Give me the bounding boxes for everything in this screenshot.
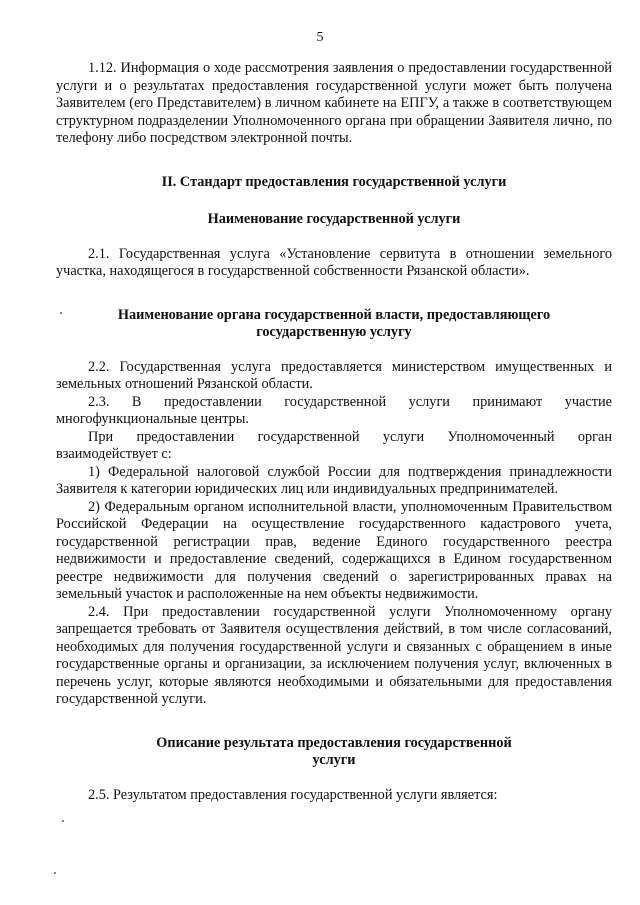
scan-speck: [54, 872, 56, 874]
list-item-1: 1) Федеральной налоговой службой России для подтверждения принадлежности Заявителя к категории юридических лиц или индивидуальных предпринимателей.: [56, 463, 612, 497]
paragraph-2-3: 2.3. В предоставлении государственной услуги принимают участие многофункциональные центры.: [56, 393, 612, 427]
heading-service-name: Наименование государственной услуги: [207, 211, 461, 227]
paragraph-interaction: При предоставлении государственной услуги Уполномоченный орган взаимодействует с:: [56, 428, 612, 462]
scan-speck: [62, 820, 64, 822]
paragraph-2-2: 2.2. Государственная услуга предоставляется министерством имущественных и земельных отношений Рязанской области.: [56, 358, 612, 392]
heading-authority-name: Наименование органа государственной власти, предоставляющего государственную услугу: [117, 306, 551, 340]
scan-speck: [60, 312, 62, 314]
paragraph-1-12: 1.12. Информация о ходе рассмотрения заявления о предоставлении государственной услуги и о результатах предоставления государственной услуги может быть получена Заявителем (его Представителем) в личном кабинете на ЕПГУ, а также в соответствующем структурном подразделении Уполномоченного органа при обращении Заявителя лично, по телефону либо посредством электронной почты.: [56, 60, 612, 146]
list-item-2: 2) Федеральным органом исполнительной власти, уполномоченным Правительством Российской Федерации на осуществление государственного кадастрового учета, государственной регистрации прав, ведение Единого государственного реестра недвижимости и предоставление сведений, содержащихся в Едином государственном реестре недвижимости для получения сведений о зарегистрированных правах на земельный участок и расположенные на нем объекты недвижимости.: [56, 498, 612, 602]
section-title: II. Стандарт предоставления государственной услуги: [161, 173, 507, 190]
page-number: 5: [316, 30, 324, 45]
heading-result-description: Описание результата предоставления государственной услуги: [156, 734, 512, 768]
paragraph-2-4: 2.4. При предоставлении государственной услуги Уполномоченному органу запрещается требовать от Заявителя осуществления действий, в том числе согласований, необходимых для получения государственной услуги и связанных с обращением в иные государственные органы и организации, за исключением получения услуг, включенных в перечень услуг, которые являются необходимыми и обязательными для предоставления государственной услуги.: [56, 603, 612, 707]
paragraph-2-5: 2.5. Результатом предоставления государственной услуги является:: [88, 786, 498, 803]
paragraph-2-1: 2.1. Государственная услуга «Установление сервитута в отношении земельного участка, находящегося в государственной собственности Рязанской области».: [56, 245, 612, 279]
document-body: [56, 60, 612, 804]
